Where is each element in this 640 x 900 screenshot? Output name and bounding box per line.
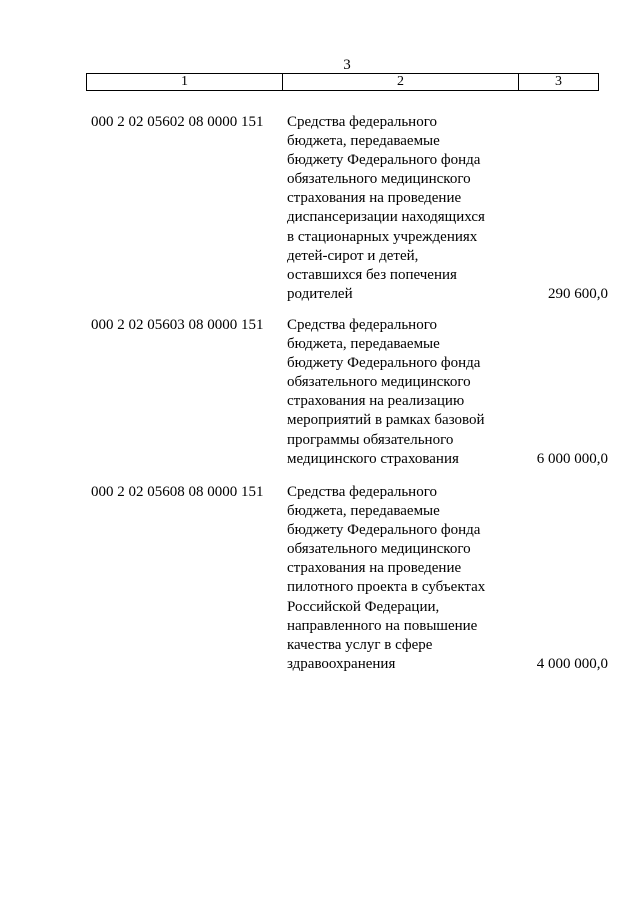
column-header-table — [86, 73, 599, 91]
budget-amount: 290 600,0 — [548, 285, 608, 302]
budget-description — [287, 113, 522, 304]
description-line: обязательного медицинского — [287, 541, 471, 558]
description-line: Средства федерального — [287, 317, 437, 333]
description-line: обязательного медицинского — [287, 171, 471, 188]
description-line: Российской Федерации, — [287, 598, 440, 615]
column-header-row — [87, 74, 599, 91]
description-line: оставшихся без попечения — [287, 266, 457, 283]
description-line: детей-сирот и детей, — [287, 247, 419, 264]
description-line: бюджету Федерального фонда — [287, 355, 481, 372]
description-line: обязательного медицинского — [287, 374, 471, 391]
page-number: 3 — [343, 57, 351, 73]
description-line: пилотного проекта в субъектах — [287, 579, 486, 596]
description-line: направленного на повышение — [287, 617, 478, 634]
column-header-3: 3 — [519, 74, 599, 91]
description-line: родителей — [287, 285, 353, 302]
budget-amount: 6 000 000,0 — [536, 450, 608, 467]
column-header-2: 2 — [283, 74, 519, 91]
description-line: бюджету Федерального фонда — [287, 522, 481, 539]
description-line: здравоохранения — [287, 655, 396, 672]
description-line: диспансеризации находящихся — [287, 209, 485, 226]
description-line: программы обязательного — [287, 431, 454, 448]
description-line: Средства федерального — [287, 114, 437, 130]
budget-amount: 4 000 000,0 — [536, 655, 608, 672]
budget-code: 000 2 02 05603 08 0000 151 — [91, 317, 264, 333]
budget-code: 000 2 02 05608 08 0000 151 — [91, 484, 264, 500]
description-line: бюджета, передаваемые — [287, 503, 440, 520]
description-line: бюджета, передаваемые — [287, 336, 440, 353]
description-line: страхования на проведение — [287, 190, 462, 207]
description-line: качества услуг в сфере — [287, 636, 433, 653]
description-line: страхования на проведение — [287, 560, 462, 577]
budget-description — [287, 316, 522, 469]
column-header-1: 1 — [87, 74, 283, 91]
budget-code: 000 2 02 05602 08 0000 151 — [91, 114, 264, 130]
description-line: медицинского страхования — [287, 450, 459, 467]
description-line: страхования на реализацию — [287, 393, 465, 410]
description-line: в стационарных учреждениях — [287, 228, 478, 245]
description-line: мероприятий в рамках базовой — [287, 412, 485, 429]
description-line: Средства федерального — [287, 484, 437, 500]
description-line: бюджету Федерального фонда — [287, 152, 481, 169]
description-line: бюджета, передаваемые — [287, 133, 440, 150]
budget-description — [287, 483, 522, 674]
